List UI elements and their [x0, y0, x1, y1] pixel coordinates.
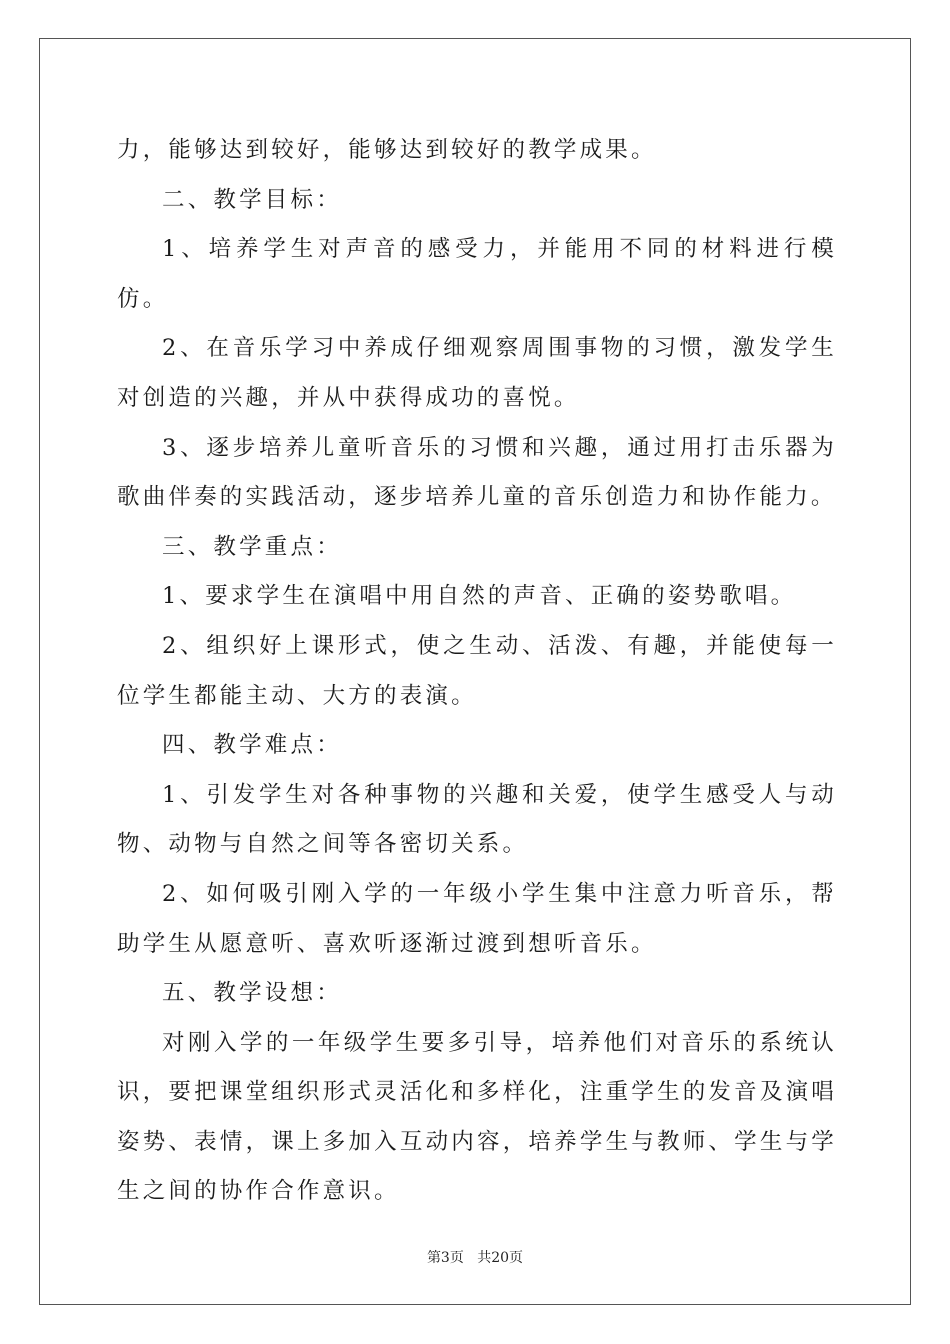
page-footer — [0, 1248, 950, 1268]
paragraph: 2、如何吸引刚入学的一年级小学生集中注意力听音乐，帮助学生从愿意听、喜欢听逐渐过渡到想听音乐。 — [117, 880, 837, 957]
page-total: 共20页 — [477, 1250, 524, 1266]
paragraph: 力，能够达到较好，能够达到较好的教学成果。 — [117, 137, 657, 163]
section-heading: 五、教学设想： — [162, 980, 342, 1007]
section-heading: 三、教学重点： — [162, 533, 342, 560]
footer-spacer — [464, 1250, 477, 1266]
section-heading: 四、教学难点： — [162, 732, 342, 759]
paragraph: 对刚入学的一年级学生要多引导，培养他们对音乐的系统认识，要把课堂组织形式灵活化和多样化，注重学生的发音及演唱姿势、表情，课上多加入互动内容，培养学生与教师、学生与学生之间的协作合作意识。 — [117, 1029, 837, 1205]
page-number: 第3页 — [426, 1250, 464, 1266]
paragraph: 1、培养学生对声音的感受力，并能用不同的材料进行模仿。 — [117, 236, 837, 312]
paragraph: 1、要求学生在演唱中用自然的声音、正确的姿势歌唱。 — [162, 583, 797, 610]
document-body — [117, 126, 837, 1217]
paragraph: 2、组织好上课形式，使之生动、活泼、有趣，并能使每一位学生都能主动、大方的表演。 — [117, 632, 837, 709]
section-heading: 二、教学目标： — [162, 186, 342, 213]
paragraph: 2、在音乐学习中养成仔细观察周围事物的习惯，激发学生对创造的兴趣，并从中获得成功的喜悦。 — [117, 335, 837, 411]
paragraph: 1、引发学生对各种事物的兴趣和关爱，使学生感受人与动物、动物与自然之间等各密切关系。 — [117, 781, 837, 858]
paragraph: 3、逐步培养儿童听音乐的习惯和兴趣，通过用打击乐器为歌曲伴奏的实践活动，逐步培养儿童的音乐创造力和协作能力。 — [117, 434, 837, 511]
